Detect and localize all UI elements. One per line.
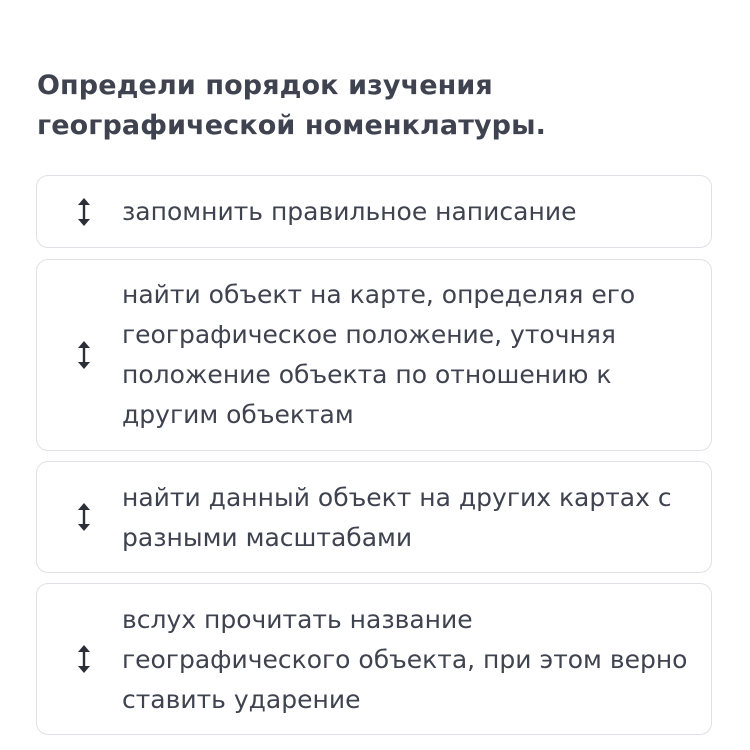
option-label: найти объект на карте, определяя его географическое положение, уточняя положение объекта по отношению к другим объектам [122, 280, 636, 429]
drag-vertical-arrows-icon[interactable] [77, 644, 91, 674]
option-label: вслух прочитать название географического объекта, при этом верно ставить ударение [122, 605, 688, 714]
drag-vertical-arrows-icon[interactable] [77, 340, 91, 370]
drag-vertical-arrows-icon[interactable] [77, 502, 91, 532]
previous-content-cutoff [0, 0, 750, 8]
option-label: найти данный объект на других картах с разными масштабами [122, 483, 672, 552]
ordering-option[interactable] [36, 259, 712, 451]
drag-vertical-arrows-icon[interactable] [77, 197, 91, 227]
ordering-option[interactable] [36, 175, 712, 248]
question-prompt: Определи порядок изучения географической номенклатуры. [37, 70, 546, 141]
option-label: запомнить правильное написание [122, 197, 577, 226]
ordering-option[interactable] [36, 461, 712, 573]
ordering-option[interactable] [36, 583, 712, 735]
